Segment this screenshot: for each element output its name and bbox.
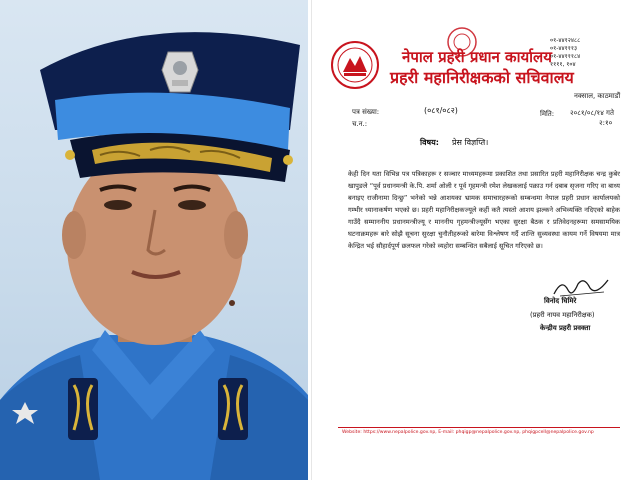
org-title: नेपाल प्रहरी प्रधान कार्यालय [402,48,552,66]
signer-name: विनोद घिमिरे [544,297,577,305]
collar-patch-right [218,378,248,440]
footer-contact: Website: https://www.nepalpolice.gov.np, E-mail: phqigp@nepalpolice.gov.np, phqigpcell@nepalpolice.gov.np [342,430,594,435]
office-location: नक्साल, काठमाडौं [574,92,621,100]
subject-label: विषय: [420,138,439,147]
footer-divider [338,427,620,428]
dispatch-label: च.न.: [352,120,368,128]
subject-value: प्रेस विज्ञप्ति। [452,138,489,147]
reference-label: पत्र संख्या: [352,108,380,116]
phone-number: ११११, १०४ [550,61,576,68]
phone-number: ०१-४४१२४८८ [550,37,581,44]
date-label: मिति: [540,110,555,118]
eye-right [178,200,206,210]
letter-body: केही दिन यता विभिन्न पत्र पत्रिकाहरू र सञ्चार माध्यमहरूमा प्रकाशित तथा प्रसारित प्रहरी महानिरीक्षक चन्द्र कुबेर खापुङले “पूर्व प्रधानमन्त्री के.पि. शर्मा ओली र पूर्व गृहमन्त्री रमेश लेखकलाई पक्राउ गर्न दबाब सृजना गरिए वा बाध्य बनाइए राजीनामा दिन्छु” भनेको भन्ने आशयका भ्रामक समाचारहरूको सम्बन्धमा नेपाल प्रहरी प्रधान कार्यालयको गम्भीर ध्यानाकर्षण भएको छ। प्रहरी महानिरीक्षकज्यूले कहीं कतै त्यस्तो आशय झल्कने अभिव्यक्ति नदिएको बाहेक गाउँदै सम्माननीय प्रधानमन्त्रीज्यू र माननीय गृहमन्त्रीज्यूसँग भएका सुरक्षा बैठक र प्रतिवेदनहरूमा समसामयिक घटनाक्रमहरू बारे सोझै सूचना सुरक्षा चुनौतीहरूको बारेमा विश्लेषण गर्दै शान्ति सुव्यवस्था कायम गर्ने विषयमा मात्र केन्द्रित भई सौहार्दपूर्ण छलफल गरेको व्यहोरा सम्बन्धित सबैलाई सूचित गरिएको छ। [348,170,620,250]
portrait-illustration [0,0,308,480]
phone-number: ०१-४४१११८४ [550,53,581,60]
nepal-emblem-icon [330,40,380,90]
signer-role: केन्द्रीय प्रहरी प्रवक्ता [540,324,591,332]
reference-number: (०८१/०८२) [424,106,458,115]
collar-patch-left [68,378,98,440]
time-value: २:१० [599,119,613,127]
signer-rank: (प्रहरी नायव महानिरीक्षक) [530,311,595,319]
date-value: २०८१/०८/१४ गते [570,109,614,117]
org-subtitle: प्रहरी महानिरीक्षकको सचिवालय [390,68,574,87]
phone-number: ०१-४४१११३ [550,45,578,52]
press-release-letter [311,0,640,480]
eye-left [104,200,132,210]
portrait-photo [0,0,308,480]
